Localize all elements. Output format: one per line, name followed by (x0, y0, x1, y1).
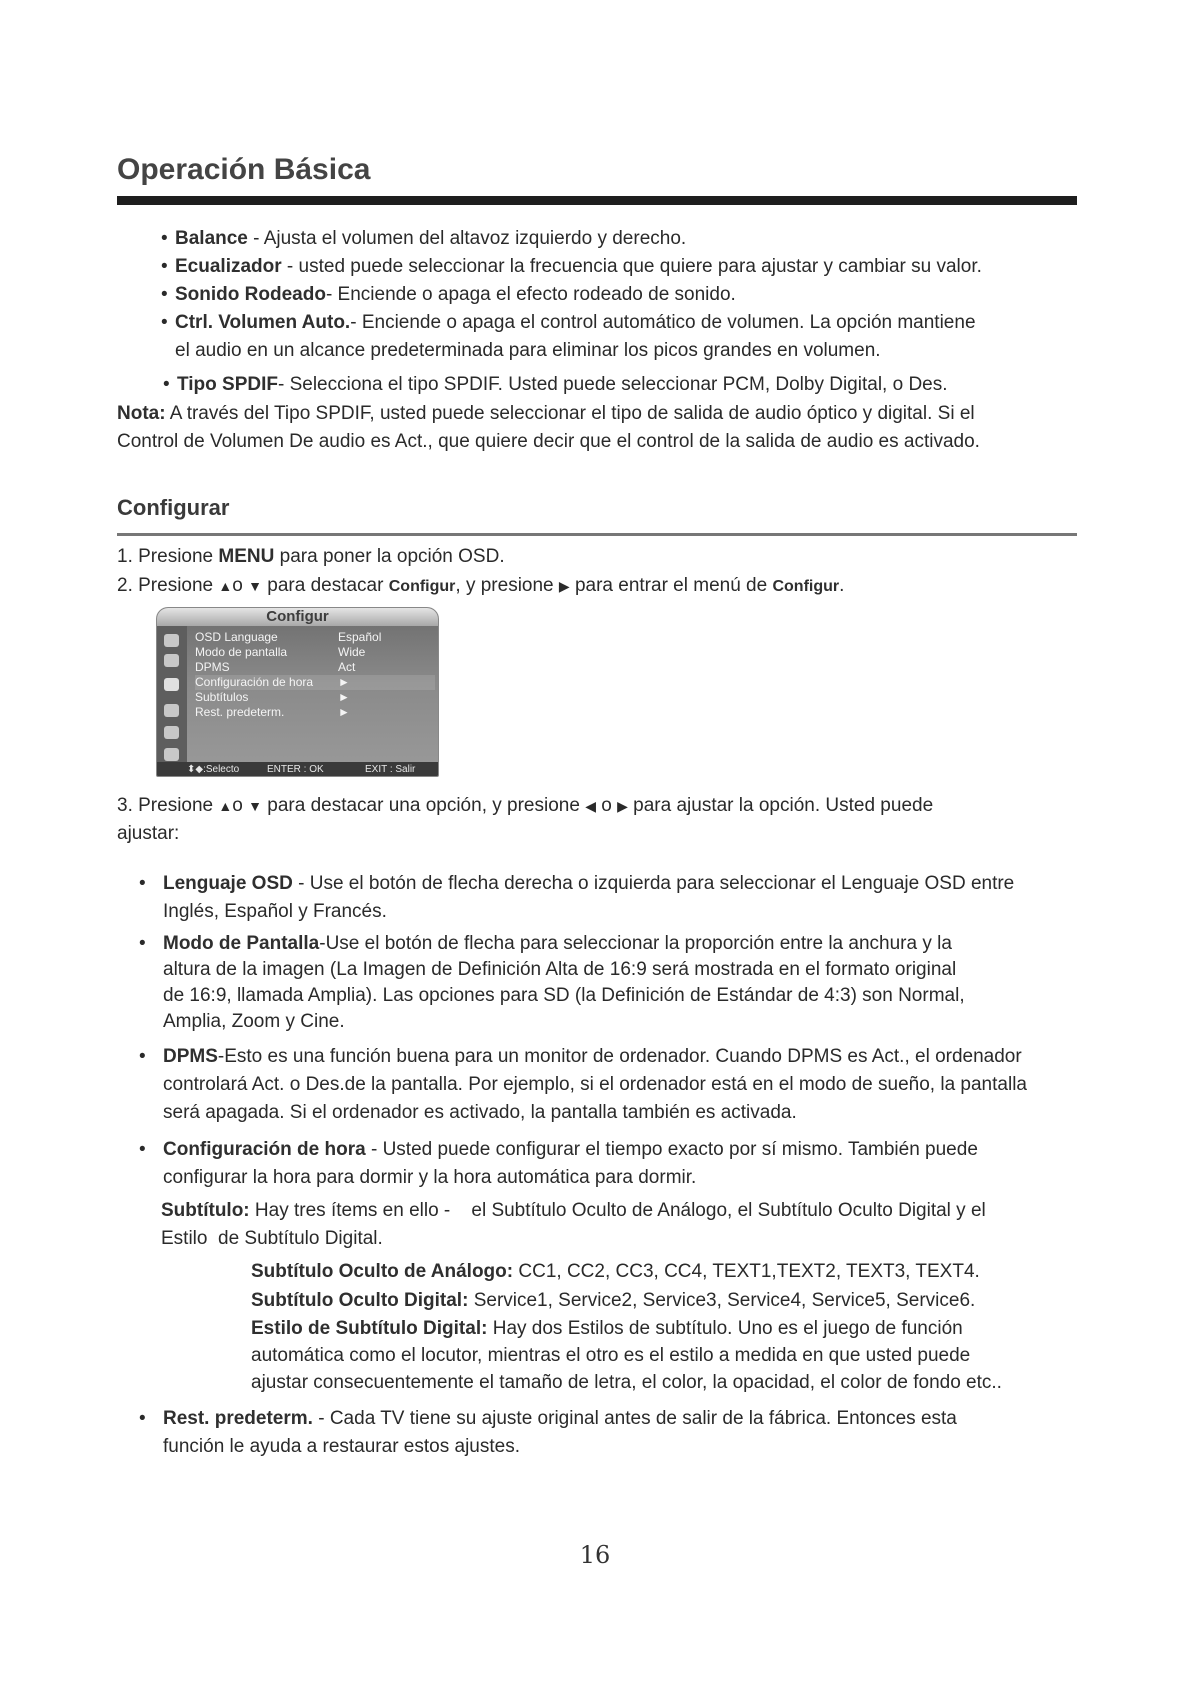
section-title: Configurar (117, 495, 230, 520)
term: Tipo SPDIF (177, 374, 278, 395)
term: Configuración de hora (163, 1139, 366, 1160)
list-item-ctrl-volumen-cont: el audio en un alcance predeterminada para eliminar los picos grandes en volumen. (175, 340, 881, 361)
arrow-up-icon: ▲ (218, 578, 233, 594)
osd-menu-image (156, 607, 439, 777)
setup-icon (164, 678, 179, 691)
desc: -Esto es una función buena para un monitor de ordenador. Cuando DPMS es Act., el ordenador (217, 1046, 1022, 1067)
step-text: o (232, 575, 249, 596)
osd-row (195, 675, 435, 690)
osd-row-label: Subtítulos (195, 690, 249, 704)
bullet: • (139, 933, 146, 954)
bullet: • (163, 374, 170, 395)
term: Subtítulo: (161, 1200, 250, 1221)
desc: - Cada TV tiene su ajuste original antes de salir de la fábrica. Entonces esta (312, 1408, 957, 1429)
desc: Service1, Service2, Service3, Service4, Service5, Service6. (468, 1290, 976, 1311)
list-item-ctrl-volumen (161, 309, 1081, 337)
desc-line: altura de la imagen (La Imagen de Definición Alta de 16:9 será mostrada en el formato original (163, 959, 957, 980)
arrow-left-icon: ◀ (585, 798, 596, 814)
arrow-down-icon: ▼ (248, 578, 262, 594)
step-text: para ajustar la opción. Usted puede (627, 795, 934, 816)
osd-row-value: Español (338, 630, 382, 644)
term: Estilo de Subtítulo Digital: (251, 1318, 488, 1339)
sub-analogo (251, 1258, 1091, 1286)
step-text: para destacar una opción, y presione (261, 795, 586, 816)
list-item-balance (161, 225, 1081, 253)
step-2 (117, 572, 1077, 601)
desc: - Enciende o apaga el control automático de volumen. La opción mantiene (350, 312, 976, 333)
step-text: , y presione (455, 575, 559, 596)
desc-line: función le ayuda a restaurar estos ajustes. (163, 1436, 520, 1457)
step-key: MENU (218, 546, 275, 567)
step-3 (117, 792, 1077, 820)
desc-line: Estilo de Subtítulo Digital. (161, 1228, 383, 1249)
osd-row (195, 690, 435, 705)
step-text: 3. Presione (117, 795, 219, 816)
desc: - Selecciona el tipo SPDIF. Usted puede seleccionar PCM, Dolby Digital, o Des. (277, 374, 948, 395)
term: Balance (175, 228, 248, 249)
sub-digital (251, 1287, 1091, 1315)
step-text: o (232, 795, 249, 816)
desc: -Use el botón de flecha para seleccionar la proporción entre la anchura y la (319, 933, 952, 954)
desc: - Usted puede configurar el tiempo exacto por sí mismo. También puede (365, 1139, 978, 1160)
term: Ecualizador (175, 256, 282, 277)
term: Lenguaje OSD (163, 873, 293, 894)
step-text: 2. Presione (117, 575, 219, 596)
term: Ctrl. Volumen Auto. (175, 312, 351, 333)
osd-row-label: Rest. predeterm. (195, 705, 285, 719)
desc-line: de 16:9, llamada Amplia). Las opciones para SD (la Definición de Estándar de 4:3) son Normal, (163, 985, 965, 1006)
list-item-sonido-rodeado (161, 281, 1081, 309)
desc-line: controlará Act. o Des.de la pantalla. Por ejemplo, si el ordenador está en el modo de sueño, la pantalla (163, 1074, 1027, 1095)
term: Subtítulo Oculto de Análogo: (251, 1261, 514, 1282)
desc-line: Amplia, Zoom y Cine. (163, 1011, 345, 1032)
desc: - Ajusta el volumen del altavoz izquierdo y derecho. (247, 228, 687, 249)
input-icon (164, 748, 179, 761)
bullet: • (139, 873, 146, 894)
osd-sidebar (157, 626, 187, 762)
osd-footer-select: ⬍◆:Selecto (187, 764, 240, 775)
desc-line: será apagada. Si el ordenador es activado, la pantalla también es activada. (163, 1102, 797, 1123)
term: Subtítulo Oculto Digital: (251, 1290, 469, 1311)
step-text: para entrar el menú de (569, 575, 773, 596)
desc: - Use el botón de flecha derecha o izquierda para seleccionar el Lenguaje OSD entre (292, 873, 1015, 894)
step-text: para poner la opción OSD. (274, 546, 505, 567)
list-item-config-hora (139, 1136, 1089, 1164)
desc: Hay dos Estilos de subtítulo. Uno es el juego de función (487, 1318, 963, 1339)
desc: Hay tres ítems en ello - el Subtítulo Oculto de Análogo, el Subtítulo Oculto Digital y el (249, 1200, 986, 1221)
arrow-up-icon: ▲ (218, 798, 233, 814)
list-item-lenguaje (139, 870, 1089, 898)
arrow-down-icon: ▼ (248, 798, 262, 814)
audio-icon (164, 654, 179, 667)
desc: - Enciende o apaga el efecto rodeado de sonido. (325, 284, 736, 305)
step-key: Configur (388, 578, 456, 595)
arrow-right-icon: ▶ (617, 798, 628, 814)
list-item-ecualizador (161, 253, 1081, 281)
bullet: • (139, 1046, 146, 1067)
bullet: • (161, 256, 168, 277)
desc-line: Inglés, Español y Francés. (163, 901, 387, 922)
picture-icon (164, 634, 179, 647)
osd-row-label: Configuración de hora (195, 675, 314, 689)
bullet: • (161, 312, 168, 333)
osd-row-label: OSD Language (195, 630, 278, 644)
osd-footer-exit: EXIT : Salir (365, 764, 416, 775)
osd-row-label: DPMS (195, 660, 230, 674)
arrow-right-icon: ▶ (558, 578, 570, 594)
step-text: 1. Presione (117, 546, 219, 567)
osd-footer-enter: ENTER : OK (267, 764, 324, 775)
step-3-cont: ajustar: (117, 823, 180, 844)
step-text: . (839, 575, 845, 596)
osd-row (195, 705, 435, 720)
list-item-rest-predeterm (139, 1405, 1089, 1433)
bullet: • (139, 1408, 146, 1429)
page-number: 16 (579, 1541, 611, 1569)
osd-menu-title: Configur (157, 608, 438, 626)
desc: CC1, CC2, CC3, CC4, TEXT1,TEXT2, TEXT3, TEXT4. (513, 1261, 980, 1282)
list-item-tipo-spdif (163, 371, 1083, 399)
desc-line: configurar la hora para dormir y la hora automática para dormir. (163, 1167, 697, 1188)
title-divider (117, 196, 1077, 205)
term: DPMS (163, 1046, 218, 1067)
note-text: A través del Tipo SPDIF, usted puede seleccionar el tipo de salida de audio óptico y digital. Si el (165, 403, 975, 424)
osd-row (195, 645, 435, 660)
list-item-dpms (139, 1043, 1089, 1071)
osd-footer (157, 762, 438, 777)
note-line-2: Control de Volumen De audio es Act., que quiere decir que el control de la salida de audio es activado. (117, 431, 980, 452)
section-divider (117, 533, 1077, 536)
step-key: Configur (772, 578, 840, 595)
desc-line: automática como el locutor, mientras el otro es el estilo a medida en que usted puede (251, 1345, 971, 1366)
step-text: o (595, 795, 618, 816)
osd-row-value: Wide (338, 645, 366, 659)
subtitulo-line-1 (161, 1197, 1091, 1225)
osd-row-label: Modo de pantalla (195, 645, 288, 659)
osd-row-value: ► (338, 690, 350, 704)
sub-estilo (251, 1315, 1091, 1342)
list-item-modo-pantalla (139, 931, 1089, 957)
osd-row-value: Act (338, 660, 356, 674)
term: Sonido Rodeado (175, 284, 326, 305)
osd-row-value: ► (338, 675, 350, 689)
desc: - usted puede seleccionar la frecuencia que quiere para ajustar y cambiar su valor. (281, 256, 982, 277)
bullet: • (139, 1139, 146, 1160)
step-text: para destacar (261, 575, 389, 596)
osd-row-value: ► (338, 705, 350, 719)
osd-row (195, 630, 435, 645)
bullet: • (161, 284, 168, 305)
lock-icon (164, 704, 179, 717)
osd-row (195, 660, 435, 675)
step-1 (117, 543, 1077, 571)
channel-icon (164, 726, 179, 739)
bullet: • (161, 228, 168, 249)
note-line-1 (117, 400, 1082, 428)
note-label: Nota: (117, 403, 166, 424)
term: Rest. predeterm. (163, 1408, 313, 1429)
desc-line: ajustar consecuentemente el tamaño de letra, el color, la opacidad, el color de fondo etc.. (251, 1372, 1002, 1393)
page-title: Operación Básica (117, 153, 371, 186)
term: Modo de Pantalla (163, 933, 320, 954)
